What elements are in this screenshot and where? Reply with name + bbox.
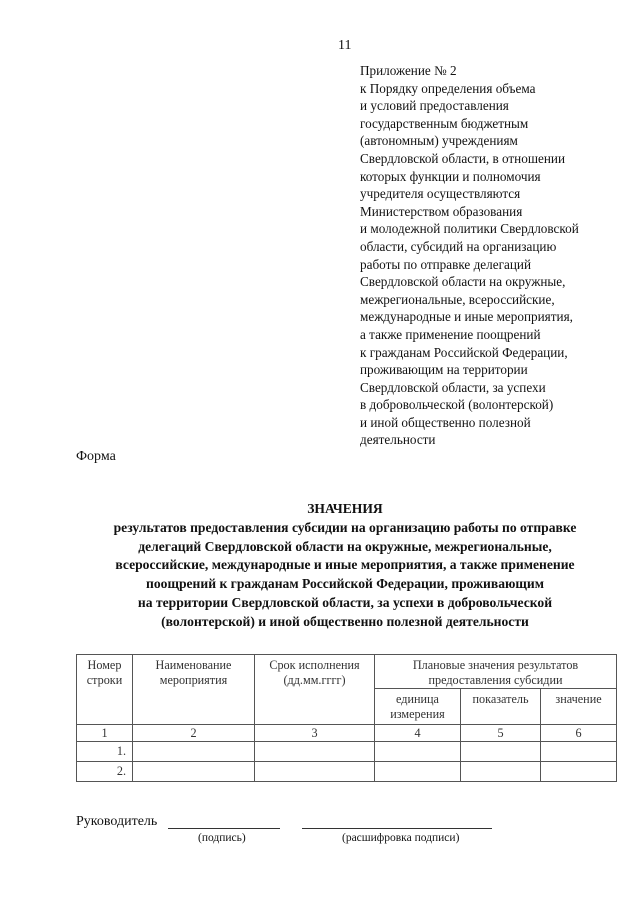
decoding-caption: (расшифровка подписи) bbox=[342, 832, 460, 844]
signature-decoding-line bbox=[302, 828, 492, 829]
value-cell bbox=[541, 762, 617, 782]
appendix-line: деятельности bbox=[360, 432, 436, 448]
header-unit: единица измерения bbox=[375, 689, 461, 725]
appendix-line: международные и иные мероприятия, bbox=[360, 309, 573, 325]
title-line: на территории Свердловской области, за успехи в добровольческой bbox=[137, 594, 553, 610]
value-cell bbox=[541, 742, 617, 762]
appendix-line: и условий предоставления bbox=[360, 98, 509, 114]
results-table bbox=[76, 654, 617, 782]
title-heading: ЗНАЧЕНИЯ bbox=[307, 501, 383, 516]
event-name-cell bbox=[133, 742, 255, 762]
appendix-line: области, субсидий на организацию bbox=[360, 238, 557, 254]
appendix-line: Министерством образования bbox=[360, 203, 523, 219]
event-name-cell bbox=[133, 762, 255, 782]
title-line: поощрений к гражданам Российской Федерации, проживающим bbox=[146, 576, 544, 592]
column-number: 3 bbox=[255, 725, 375, 742]
page-number: 11 bbox=[338, 38, 352, 53]
header-row-number: Номер строки bbox=[77, 655, 133, 725]
table-row bbox=[77, 742, 617, 762]
appendix-line: (автономным) учреждениям bbox=[360, 133, 518, 149]
row-number-cell: 1. bbox=[77, 742, 133, 762]
appendix-line: проживающим на территории bbox=[360, 362, 528, 378]
signature-caption: (подпись) bbox=[198, 832, 246, 844]
appendix-header bbox=[360, 62, 630, 449]
header-event-name: Наименование мероприятия bbox=[133, 655, 255, 725]
title-line: результатов предоставления субсидии на организацию работы по отправке bbox=[113, 519, 577, 535]
unit-cell bbox=[375, 742, 461, 762]
column-number: 6 bbox=[541, 725, 617, 742]
appendix-line: учредителя осуществляются bbox=[360, 186, 521, 202]
appendix-line: которых функции и полномочия bbox=[360, 168, 541, 184]
indicator-cell bbox=[461, 762, 541, 782]
table-row bbox=[77, 762, 617, 782]
unit-cell bbox=[375, 762, 461, 782]
header-planned-values: Плановые значения результатов предоставления субсидии bbox=[375, 655, 617, 689]
deadline-cell bbox=[255, 762, 375, 782]
title-line: (волонтерской) и иной общественно полезной деятельности bbox=[161, 613, 529, 629]
table-header-row bbox=[77, 655, 617, 689]
document-title bbox=[60, 500, 630, 632]
appendix-line: к Порядку определения объема bbox=[360, 80, 536, 96]
appendix-line: государственным бюджетным bbox=[360, 115, 529, 131]
title-line: делегаций Свердловской области на окружные, межрегиональные, bbox=[138, 538, 552, 554]
header-value: значение bbox=[541, 689, 617, 725]
row-number-cell: 2. bbox=[77, 762, 133, 782]
form-label: Форма bbox=[76, 449, 116, 464]
appendix-line: работы по отправке делегаций bbox=[360, 256, 532, 272]
column-number: 2 bbox=[133, 725, 255, 742]
appendix-line: Свердловской области на окружные, bbox=[360, 274, 566, 290]
column-numbers-row bbox=[77, 725, 617, 742]
appendix-line: и молодежной политики Свердловской bbox=[360, 221, 579, 237]
signature-label: Руководитель bbox=[76, 814, 158, 829]
column-number: 4 bbox=[375, 725, 461, 742]
column-number: 5 bbox=[461, 725, 541, 742]
indicator-cell bbox=[461, 742, 541, 762]
appendix-line: Приложение № 2 bbox=[360, 63, 457, 78]
appendix-line: Свердловской области, в отношении bbox=[360, 150, 566, 166]
appendix-line: и иной общественно полезной bbox=[360, 414, 531, 430]
appendix-line: межрегиональные, всероссийские, bbox=[360, 291, 555, 307]
appendix-line: а также применение поощрений bbox=[360, 326, 541, 342]
appendix-line: в добровольческой (волонтерской) bbox=[360, 397, 554, 413]
deadline-cell bbox=[255, 742, 375, 762]
appendix-line: к гражданам Российской Федерации, bbox=[360, 344, 568, 360]
appendix-line: Свердловской области, за успехи bbox=[360, 379, 546, 395]
header-indicator: показатель bbox=[461, 689, 541, 725]
signature-line bbox=[168, 828, 280, 829]
title-line: всероссийские, международные и иные мероприятия, а также применение bbox=[115, 557, 575, 573]
header-deadline: Срок исполнения (дд.мм.гггг) bbox=[255, 655, 375, 725]
column-number: 1 bbox=[77, 725, 133, 742]
